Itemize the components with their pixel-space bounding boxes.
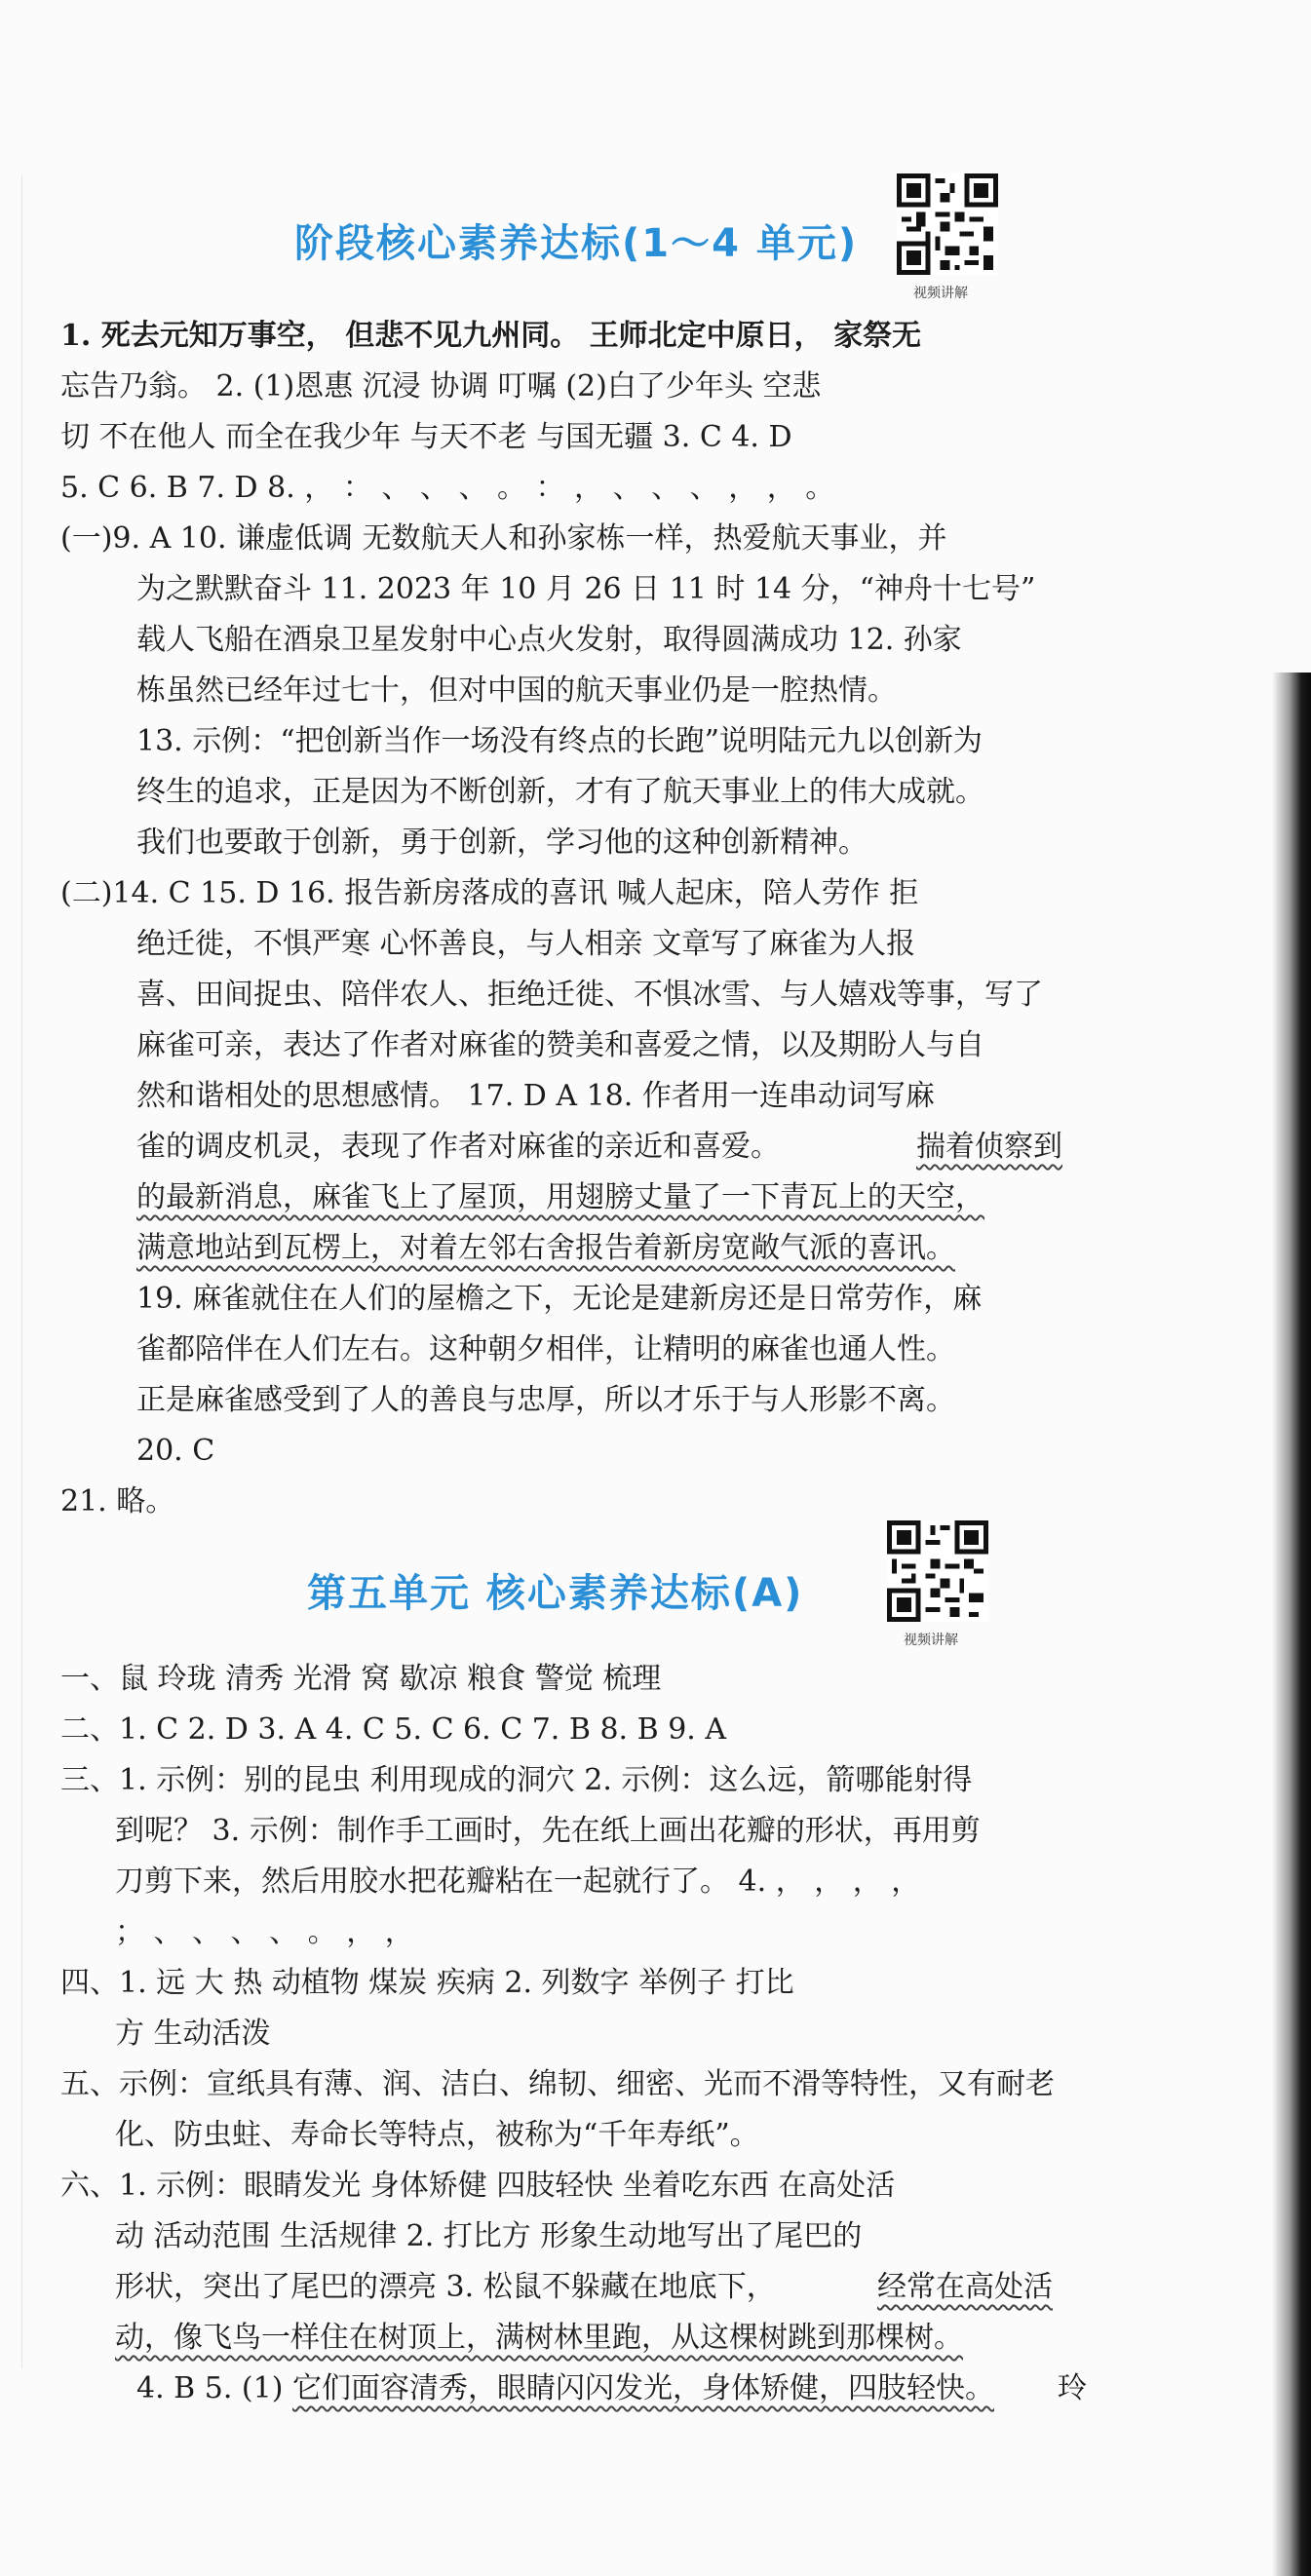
- qr-caption: 视频讲解: [913, 286, 968, 301]
- answer-line: 忘告乃翁。 2. (1)恩惠 沉浸 协调 叮嘱 (2)白了少年头 空悲: [60, 369, 822, 404]
- answer-line: 四、1. 远 大 热 动植物 煤炭 疾病 2. 列数字 举例子 打比: [60, 1966, 794, 2000]
- qr-caption: 视频讲解: [904, 1633, 958, 1648]
- answer-line: 切 不在他人 而全在我少年 与天不老 与国无疆 3. C 4. D: [60, 420, 792, 454]
- answer-line: 雀都陪伴在人们左右。这种朝夕相伴，让精明的麻雀也通人性。: [136, 1332, 955, 1366]
- underlined-answer: 的最新消息，麻雀飞上了屋顶，用翅膀丈量了一下青瓦上的天空，: [136, 1180, 984, 1214]
- answer-line: 方 生动活泼: [115, 2017, 271, 2051]
- underlined-answer: 它们面容清秀，眼睛闪闪发光，身体矫健，四肢轻快。: [292, 2371, 994, 2405]
- underlined-answer: 揣着侦察到: [916, 1130, 1062, 1164]
- answer-line: 21. 略。: [60, 1484, 175, 1519]
- answer-line: 20. C: [136, 1434, 215, 1468]
- answer-line: 19. 麻雀就住在人们的屋檐之下，无论是建新房还是日常劳作，麻: [136, 1282, 983, 1316]
- answer-line: 动 活动范围 生活规律 2. 打比方 形象生动地写出了尾巴的: [115, 2219, 863, 2253]
- answer-line: 玲: [1058, 2371, 1087, 2405]
- answer-line: 5. C 6. B 7. D 8. ， ： 、 、 、 。 ： ， 、 、 、 ， ， 。: [60, 471, 835, 505]
- section-2-title: 第五单元 核心素养达标(A): [307, 1571, 804, 1616]
- answer-line: 终生的追求，正是因为不断创新，才有了航天事业上的伟大成就。: [136, 775, 984, 809]
- answer-line: 1. 死去元知万事空， 但悲不见九州同。 王师北定中原日， 家祭无: [60, 319, 922, 353]
- answer-line: (二)14. C 15. D 16. 报告新房落成的喜讯 喊人起床，陪人劳作 拒: [60, 876, 919, 910]
- answer-line: 为之默默奋斗 11. 2023 年 10 月 26 日 11 时 14 分，“神舟十七号”: [136, 572, 1036, 606]
- qr-code-icon[interactable]: [897, 173, 998, 275]
- answer-line: 三、1. 示例：别的昆虫 利用现成的洞穴 2. 示例：这么远，箭哪能射得: [60, 1763, 973, 1797]
- answer-line: 一、鼠 玲珑 清秀 光滑 窝 歇凉 粮食 警觉 梳理: [60, 1662, 662, 1696]
- answer-line: ； 、 、 、 、 。 ， ，: [115, 1915, 414, 1949]
- answer-line: 雀的调皮机灵，表现了作者对麻雀的亲近和喜爱。: [136, 1130, 780, 1164]
- answer-line: 到呢？ 3. 示例：制作手工画时，先在纸上画出花瓣的形状，再用剪: [115, 1814, 981, 1848]
- underlined-answer: 动，像飞鸟一样住在树顶上，满树林里跑，从这棵树跳到那棵树。: [115, 2321, 963, 2355]
- answer-line: 4. B 5. (1): [136, 2371, 284, 2405]
- scan-shadow-edge: [1272, 673, 1311, 2576]
- answer-line: 形状，突出了尾巴的漂亮 3. 松鼠不躲藏在地底下，: [115, 2270, 776, 2304]
- answer-line: 栋虽然已经年过七十，但对中国的航天事业仍是一腔热情。: [136, 673, 897, 708]
- answer-line: (一)9. A 10. 谦虚低调 无数航天人和孙家栋一样，热爱航天事业，并: [60, 521, 947, 556]
- underlined-answer: 经常在高处活: [877, 2270, 1053, 2304]
- answer-line: 喜、田间捉虫、陪伴农人、拒绝迁徙、不惧冰雪、与人嬉戏等事，写了: [136, 978, 1043, 1012]
- section-1-title: 阶段核心素养达标(1～4 单元): [294, 221, 859, 266]
- qr-code-icon[interactable]: [887, 1520, 988, 1622]
- page-margin-line: [21, 175, 22, 2368]
- answer-line: 二、1. C 2. D 3. A 4. C 5. C 6. C 7. B 8. B 9. A: [60, 1712, 727, 1747]
- answer-line: 刀剪下来，然后用胶水把花瓣粘在一起就行了。 4. ， ， ， ，: [115, 1865, 921, 1899]
- answer-line: 麻雀可亲，表达了作者对麻雀的赞美和喜爱之情，以及期盼人与自: [136, 1028, 984, 1062]
- answer-line: 六、1. 示例：眼睛发光 身体矫健 四肢轻快 坐着吃东西 在高处活: [60, 2169, 896, 2203]
- answer-line: 13. 示例：“把创新当作一场没有终点的长跑”说明陆元九以创新为: [136, 724, 983, 758]
- answer-line: 五、示例：宣纸具有薄、润、洁白、绵韧、细密、光而不滑等特性，又有耐老: [60, 2067, 1055, 2101]
- answer-line: 然和谐相处的思想感情。 17. D A 18. 作者用一连串动词写麻: [136, 1079, 935, 1113]
- answer-line: 我们也要敢于创新，勇于创新，学习他的这种创新精神。: [136, 826, 868, 860]
- answer-line: 载人飞船在酒泉卫星发射中心点火发射，取得圆满成功 12. 孙家: [136, 623, 962, 657]
- answer-line: 正是麻雀感受到了人的善良与忠厚，所以才乐于与人形影不离。: [136, 1383, 955, 1417]
- answer-line: 绝迁徙，不惧严寒 心怀善良，与人相亲 文章写了麻雀为人报: [136, 927, 916, 961]
- answer-line: 化、防虫蛀、寿命长等特点，被称为“千年寿纸”。: [115, 2118, 759, 2152]
- underlined-answer: 满意地站到瓦楞上，对着左邻右舍报告着新房宽敞气派的喜讯。: [136, 1231, 955, 1265]
